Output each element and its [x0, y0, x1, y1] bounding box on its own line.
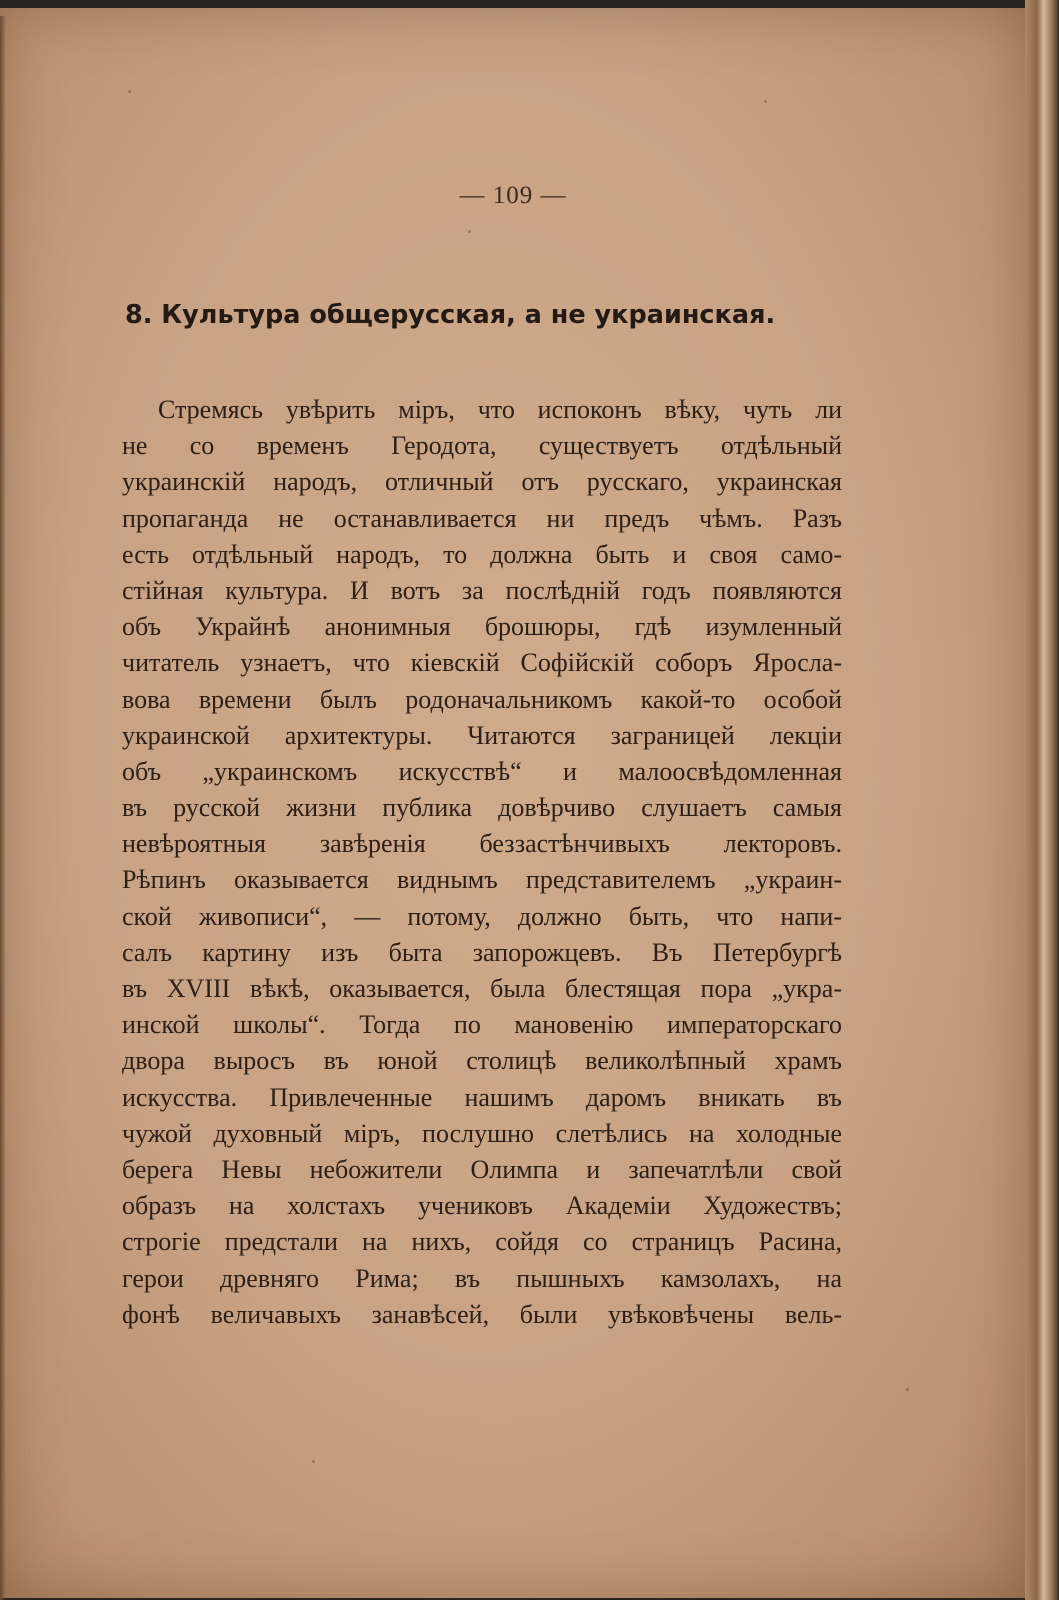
- text-line: чужой духовный міръ, послушно слетѣлись на холодные: [122, 1118, 842, 1148]
- text-line: фонѣ величавыхъ занавѣсей, были увѣковѣчены вель-: [122, 1299, 842, 1329]
- text-line: образъ на холстахъ учениковъ Академіи Художествъ;: [122, 1191, 842, 1221]
- text-line: стійная культура. И вотъ за послѣдній годъ появляются: [122, 575, 842, 605]
- text-line: объ „украинскомъ искусствѣ“ и малоосвѣдомленная: [122, 756, 842, 786]
- text-line: ской живописи“, — потому, должно быть, что напи-: [122, 901, 842, 931]
- text-line: Стремясь увѣрить міръ, что испоконъ вѣку, чуть ли: [158, 395, 842, 424]
- text-line: не со временъ Геродота, существуетъ отдѣльный: [122, 431, 842, 461]
- text-line: вова времени былъ родоначальникомъ какой-то особой: [122, 684, 842, 714]
- text-line: украинской архитектуры. Читаются заграницей лекціи: [122, 720, 842, 750]
- binding-shadow: [0, 16, 6, 1600]
- text-line: въ русской жизни публика довѣрчиво слушаетъ самыя: [122, 793, 842, 823]
- text-line: искусства. Привлеченные нашимъ даромъ вникать въ: [122, 1082, 842, 1112]
- body-text: [122, 392, 842, 1333]
- paper-speck: [312, 1460, 315, 1463]
- page-number: — 109 —: [459, 182, 567, 209]
- text-line: герои древняго Рима; въ пышныхъ камзолахъ, на: [122, 1263, 842, 1293]
- paper-speck: [764, 100, 767, 103]
- page-edge: [1025, 0, 1059, 1600]
- text-line: берега Невы небожители Олимпа и запечатлѣли свой: [122, 1154, 842, 1184]
- text-line: салъ картину изъ быта запорожцевъ. Въ Петербургѣ: [122, 937, 842, 967]
- text-line: инской школы“. Тогда по мановенію императорскаго: [122, 1010, 842, 1040]
- paper-page: [0, 8, 1026, 1598]
- text-line: строгіе предстали на нихъ, сойдя со страницъ Расина,: [122, 1227, 842, 1257]
- paper-speck: [128, 90, 131, 93]
- text-line: Рѣпинъ оказывается виднымъ представителемъ „украин-: [122, 865, 842, 895]
- text-line: украинскій народъ, отличный отъ русскаго, украинская: [122, 467, 842, 497]
- text-line: объ Украйнѣ анонимныя брошюры, гдѣ изумленный: [122, 612, 842, 642]
- text-line: двора выросъ въ юной столицѣ великолѣпный храмъ: [122, 1046, 842, 1076]
- text-line: невѣроятныя завѣренія беззастѣнчивыхъ лекторовъ.: [122, 829, 842, 859]
- paper-speck: [906, 1388, 909, 1391]
- text-line: есть отдѣльный народъ, то должна быть и своя само-: [122, 539, 842, 569]
- section-heading: 8. Культура общерусская, а не украинская.: [125, 300, 776, 330]
- paper-speck: [468, 230, 471, 233]
- text-line: въ XVIII вѣкѣ, оказывается, была блестящая пора „укра-: [122, 974, 842, 1003]
- text-line: читатель узнаетъ, что кіевскій Софійскій соборъ Яросла-: [122, 648, 842, 678]
- text-line: пропаганда не останавливается ни предъ чѣмъ. Разъ: [122, 503, 842, 533]
